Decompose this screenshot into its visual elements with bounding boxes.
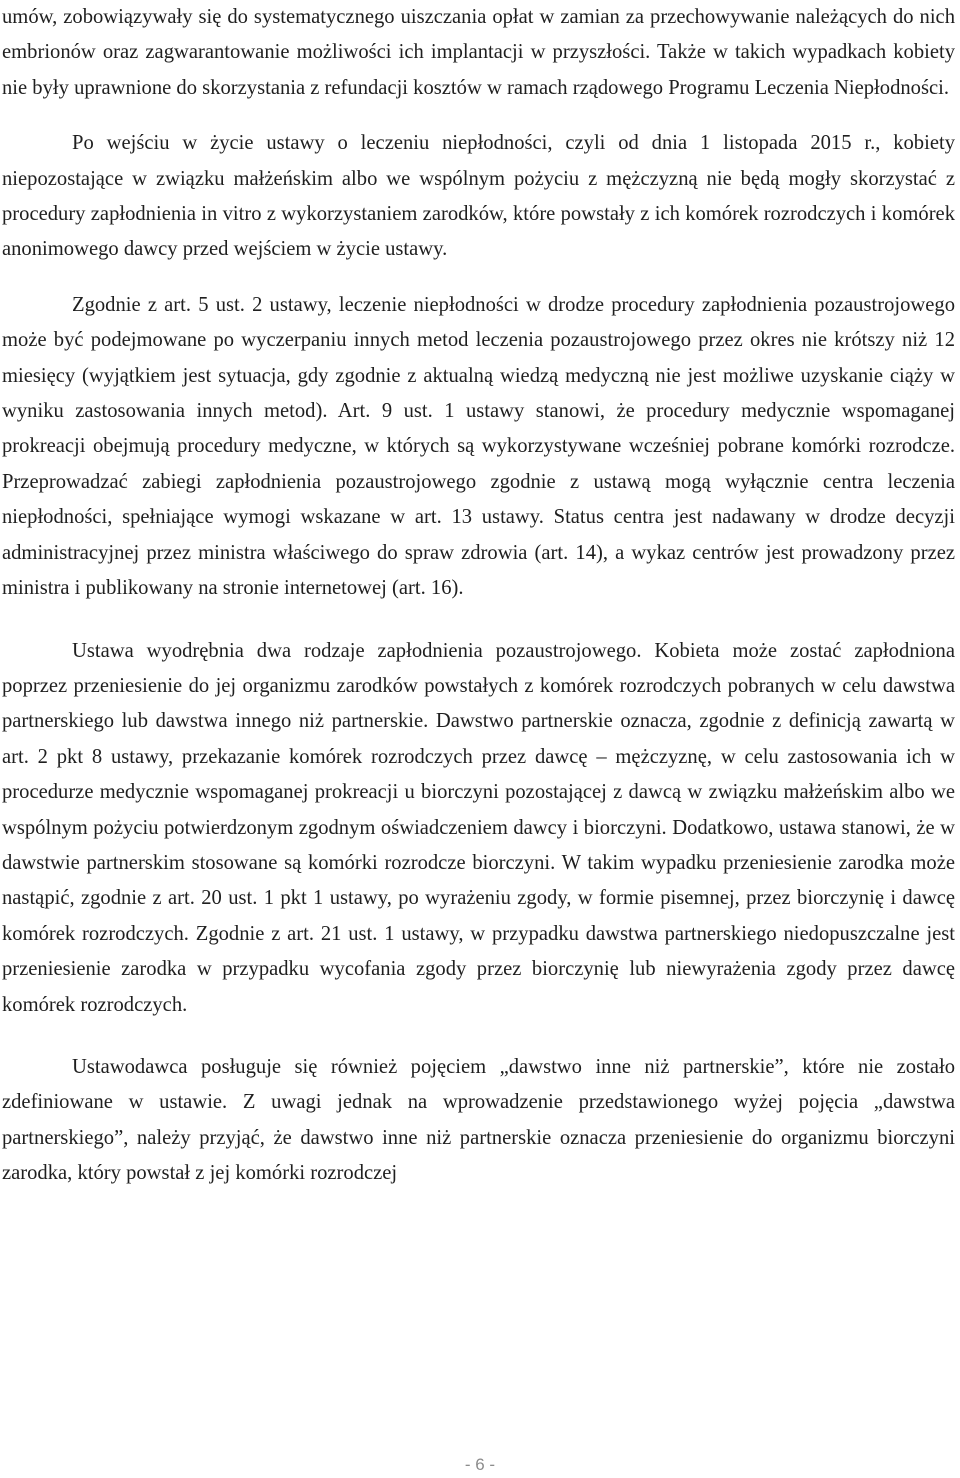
paragraph-continued: umów, zobowiązywały się do systematycznego uiszczania opłat w zamian za przechowywanie należących do nich embrionów oraz zagwarantowanie możliwości ich implantacji w przyszłości. Także w takich wypadkach kobiety nie były uprawnione do skorzystania z refundacji kosztów w ramach rządowego Programu Leczenia Niepłodności. xyxy=(2,6,955,99)
paragraph: Ustawodawca posługuje się również pojęciem „dawstwo inne niż partnerskie”, które nie zostało zdefiniowane w ustawie. Z uwagi jednak na wprowadzenie przedstawionego wyżej pojęcia „dawstwa partnerskiego”, należy przyjąć, że dawstwo inne niż partnerskie oznacza przeniesienie do organizmu biorczyni zarodka, który powstał z jej komórki rozrodczej xyxy=(2,1055,955,1185)
paragraph: Zgodnie z art. 5 ust. 2 ustawy, leczenie niepłodności w drodze procedury zapłodnienia pozaustrojowego może być podejmowane po wyczerpaniu innych metod leczenia pozaustrojowego przez okres nie krótszy niż 12 miesięcy (wyjątkiem jest sytuacja, gdy zgodnie z aktualną wiedzą medyczną nie jest możliwe uzyskanie ciąży w wyniku zastosowania innych metod). Art. 9 ust. 1 ustawy stanowi, że procedury medycznie wspomaganej prokreacji obejmują procedury medyczne, w których są wykorzystywane wcześniej pobrane komórki rozrodcze. Przeprowadzać zabiegi zapłodnienia pozaustrojowego zgodnie z ustawą mogą wyłącznie centra leczenia niepłodności, spełniające wymogi wskazane w art. 13 ustawy. Status centra jest nadawany w drodze decyzji administracyjnej przez ministra właściwego do spraw zdrowia (art. 14), a wykaz centrów jest prowadzony przez ministra i publikowany na stronie internetowej (art. 16). xyxy=(2,293,955,600)
paragraph: Ustawa wyodrębnia dwa rodzaje zapłodnienia pozaustrojowego. Kobieta może zostać zapłodniona poprzez przeniesienie do jej organizmu zarodków powstałych z komórek rozrodczych pobranych w celu dawstwa partnerskiego lub dawstwa innego niż partnerskie. Dawstwo partnerskie oznacza, zgodnie z definicją zawartą w art. 2 pkt 8 ustawy, przekazanie komórek rozrodczych przez dawcę – mężczyznę, w celu zastosowania ich w procedurze medycznie wspomaganej prokreacji u biorczyni pozostającej z dawcą w związku małżeńskim albo we wspólnym pożyciu potwierdzonym zgodnym oświadczeniem dawcy i biorczyni. Dodatkowo, ustawa stanowi, że w dawstwie partnerskim stosowane są komórki rozrodcze biorczyni. W takim wypadku przeniesienie zarodka może nastąpić, zgodnie z art. 20 ust. 1 pkt 1 ustawy, po wyrażeniu zgody, w formie pisemnej, przez biorczynię i dawcę komórek rozrodczych. Zgodnie z art. 21 ust. 1 ustawy, w przypadku dawstwa partnerskiego niedopuszczalne jest przeniesienie zarodka w przypadku wycofania zgody przez biorczynię lub niewyrażenia zgody przez dawcę komórek rozrodczych. xyxy=(2,639,955,1016)
paragraph: Po wejściu w życie ustawy o leczeniu niepłodności, czyli od dnia 1 listopada 2015 r., kobiety niepozostające w związku małżeńskim albo we wspólnym pożyciu z mężczyzną nie będą mogły skorzystać z procedury zapłodnienia in vitro z wykorzystaniem zarodków, które powstały z ich komórek rozrodczych i komórek anonimowego dawcy przed wejściem w życie ustawy. xyxy=(2,132,955,261)
document-page xyxy=(2,0,955,1192)
page-number: - 6 - xyxy=(464,1455,496,1474)
